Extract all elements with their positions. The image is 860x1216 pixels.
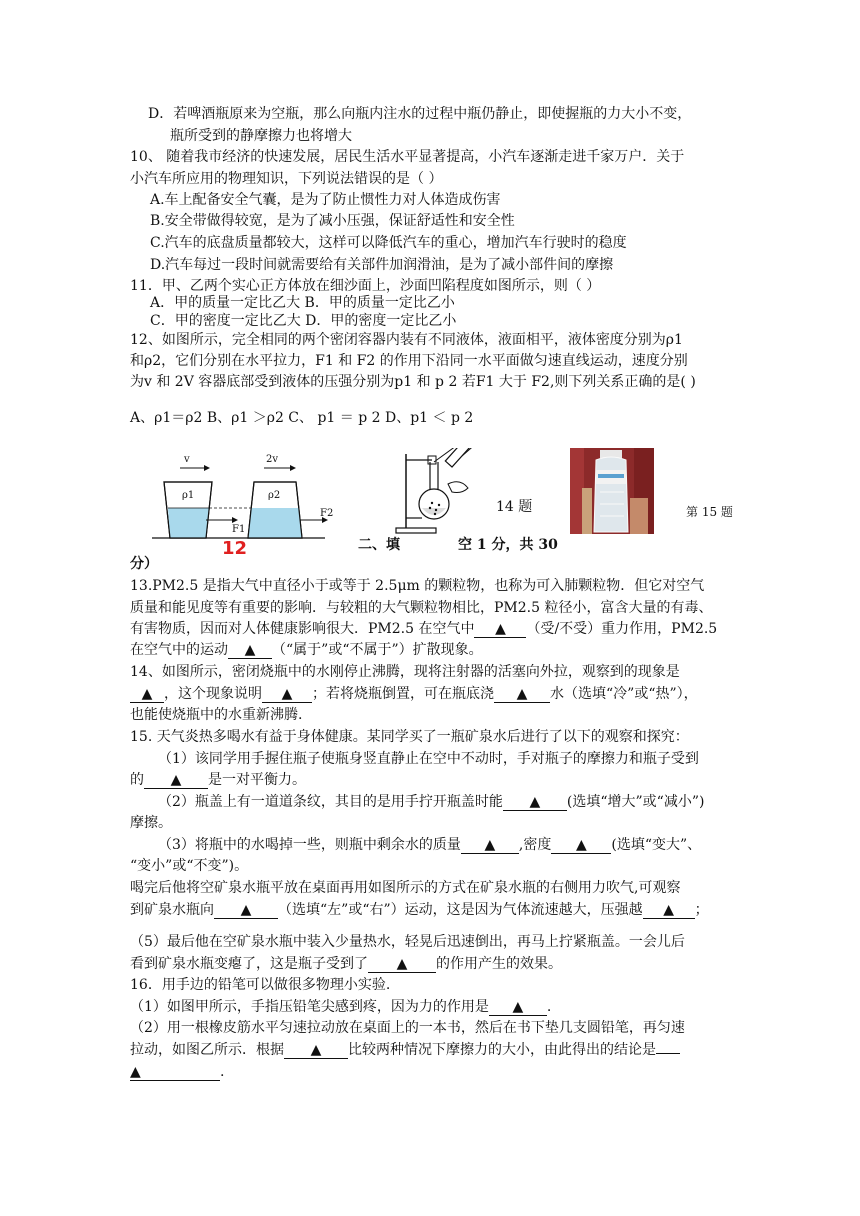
q15-blank-4[interactable]: ▲ bbox=[551, 837, 611, 854]
q14-blank-1[interactable]: ▲ bbox=[130, 686, 164, 703]
q16-blank-3-start[interactable] bbox=[656, 1053, 680, 1054]
q16-line4-a: 拉动，如图乙所示．根据 bbox=[130, 1042, 284, 1058]
q15-line3-b: 是一对平衡力。 bbox=[208, 772, 306, 788]
q14-blank-2[interactable]: ▲ bbox=[262, 686, 312, 703]
q13-line3-text: 有害物质，因而对人体健康影响很大．PM2.5 在空气中 bbox=[130, 621, 475, 637]
q10-option-c: C.汽车的底盘质量都较大，这样可以降低汽车的重心，增加汽车行驶时的稳度 bbox=[150, 235, 627, 251]
q10-option-b: B.安全带做得较宽，是为了减小压强，保证舒适性和安全性 bbox=[150, 213, 515, 229]
q12-label-2v: 2v bbox=[266, 454, 279, 465]
q15-blank-5[interactable]: ▲ bbox=[214, 902, 278, 919]
q12-containers-figure bbox=[150, 450, 340, 556]
q12-label-rho2: ρ2 bbox=[268, 490, 281, 501]
q13-line4-tail: （“属于”或“不属于”）扩散现象。 bbox=[272, 642, 483, 658]
q15-line8: 喝完后他将空矿泉水瓶平放在桌面再用如图所示的方式在矿泉水瓶的右侧用力吹气,可观察 bbox=[130, 880, 681, 896]
q16-blank-2[interactable]: ▲ bbox=[284, 1042, 348, 1059]
q15-line2: （1）该同学用手握住瓶子使瓶身竖直静止在空中不动时，手对瓶子的摩擦力和瓶子受到 bbox=[158, 751, 699, 767]
q15-blank-3[interactable]: ▲ bbox=[461, 837, 519, 854]
q12-stem-line3: 为v 和 2V 容器底部受到液体的压强分别为p1 和 p 2 若F1 大于 F2,则下列关系正确的是( ) bbox=[130, 374, 696, 390]
q15-line5: 摩擦。 bbox=[130, 815, 172, 831]
q13-line3 bbox=[130, 619, 717, 639]
q16-line2-b: . bbox=[546, 999, 552, 1015]
q13-line3-tail: （受/不受）重力作用，PM2.5 bbox=[526, 621, 718, 637]
q15-line3-a: 的 bbox=[130, 772, 144, 788]
q15-line4 bbox=[158, 792, 704, 812]
q16-line2 bbox=[130, 997, 551, 1017]
q15-line6-b: ,密度 bbox=[518, 837, 552, 853]
q10-option-a: A.车上配备安全气囊，是为了防止惯性力对人体造成伤害 bbox=[150, 192, 501, 208]
section2-heading-right: 空 1 分，共 30 bbox=[458, 537, 558, 553]
q13-line4-text: 在空气中的运动 bbox=[130, 642, 228, 658]
section2-heading-tail: 分） bbox=[130, 556, 158, 572]
q15-line9-b: （选填“左”或“右”）运动，这是因为气体流速越大，压强越 bbox=[278, 902, 643, 918]
q16-line5 bbox=[130, 1062, 224, 1082]
q10-stem-line2: 小汽车所应用的物理知识，下列说法错误的是（ ） bbox=[130, 171, 443, 187]
q14-line1: 14、如图所示，密闭烧瓶中的水刚停止沸腾，现将注射器的活塞向外拉，观察到的现象是 bbox=[130, 664, 680, 680]
q15-line9-c: ； bbox=[694, 902, 709, 918]
q15-bottle-photo bbox=[570, 448, 654, 534]
q14-blank-3[interactable]: ▲ bbox=[494, 686, 550, 703]
q15-line4-b: (选填“增大”或“减小”) bbox=[566, 794, 705, 810]
q16-line1: 16．用手边的铅笔可以做很多物理小实验. bbox=[130, 977, 391, 993]
q15-blank-7[interactable]: ▲ bbox=[368, 956, 436, 973]
q12-label-rho1: ρ1 bbox=[182, 490, 195, 501]
q16-blank-1[interactable]: ▲ bbox=[489, 999, 547, 1016]
q13-blank-2[interactable]: ▲ bbox=[228, 642, 272, 659]
q14-figure-label: 14 题 bbox=[496, 499, 533, 515]
q16-line2-a: （1）如图甲所示，手指压铅笔尖感到疼，因为力的作用是 bbox=[130, 999, 489, 1015]
q12-label-F1: F1 bbox=[232, 524, 246, 535]
q15-line11-a: 看到矿泉水瓶变瘪了，这是瓶子受到了 bbox=[130, 956, 368, 972]
q12-label-F2: F2 bbox=[320, 508, 334, 519]
q15-line6-c: (选填“变大”、 bbox=[611, 837, 702, 853]
q14-line2-c: ；若将烧瓶倒置，可在瓶底浇 bbox=[312, 686, 494, 702]
q13-blank-1[interactable]: ▲ bbox=[474, 621, 526, 638]
q16-line4-b: 比较两种情况下摩擦力的大小，由此得出的结论是 bbox=[348, 1042, 656, 1058]
q15-line10: （5）最后他在空矿泉水瓶中装入少量热水，轻晃后迅速倒出，再马上拧紧瓶盖。一会儿后 bbox=[130, 934, 685, 950]
q15-blank-6[interactable]: ▲ bbox=[643, 902, 695, 919]
q14-flask-figure bbox=[392, 448, 482, 536]
q13-line1: 13.PM2.5 是指大气中直径小于或等于 2.5μm 的颗粒物，也称为可入肺颗粒物．但它对空气 bbox=[130, 578, 705, 594]
q13-line4 bbox=[130, 640, 483, 660]
q15-line7: “变小”或“不变”)。 bbox=[130, 858, 249, 874]
q9-option-d-line1: D．若啤酒瓶原来为空瓶，那么向瓶内注水的过程中瓶仍静止，即使握瓶的力大小不变， bbox=[148, 106, 692, 122]
q11-options-cd: C．甲的密度一定比乙大 D．甲的密度一定比乙小 bbox=[150, 313, 457, 329]
q15-blank-2[interactable]: ▲ bbox=[503, 794, 567, 811]
section2-heading-left: 二、填 bbox=[358, 537, 400, 553]
q16-blank-3[interactable]: ▲ bbox=[130, 1064, 220, 1081]
q15-line6 bbox=[158, 835, 701, 855]
q11-options-ab: A．甲的质量一定比乙大 B．甲的质量一定比乙小 bbox=[150, 295, 455, 311]
q13-line2: 质量和能见度等有重要的影响．与较粗的大气颗粒物相比，PM2.5 粒径小，富含大量的有毒、 bbox=[130, 600, 713, 616]
q12-label-v: v bbox=[184, 454, 190, 465]
q15-line1: 15. 天气炎热多喝水有益于身体健康。某同学买了一瓶矿泉水后进行了以下的观察和探究： bbox=[130, 729, 689, 745]
q12-stem-line1: 12、如图所示，完全相同的两个密闭容器内装有不同液体，液面相平，液体密度分别为ρ1 bbox=[130, 332, 683, 348]
q16-line3: （2）用一根橡皮筋水平匀速拉动放在桌面上的一本书，然后在书下垫几支圆铅笔，再匀速 bbox=[130, 1020, 685, 1036]
q16-line5-b: . bbox=[220, 1064, 225, 1080]
q12-handwritten-number: 12 bbox=[222, 538, 248, 556]
q11-stem: 11．甲、乙两个实心正方体放在细沙面上，沙面凹陷程度如图所示，则（ ） bbox=[130, 278, 601, 294]
q15-line4-a: （2）瓶盖上有一道道条纹，其目的是用手拧开瓶盖时能 bbox=[158, 794, 503, 810]
q15-line6-a: （3）将瓶中的水喝掉一些，则瓶中剩余水的质量 bbox=[158, 837, 461, 853]
q9-option-d-line2: 瓶所受到的静摩擦力也将增大 bbox=[170, 128, 352, 144]
q15-line9-a: 到矿泉水瓶向 bbox=[130, 902, 214, 918]
q10-option-d: D.汽车每过一段时间就需要给有关部件加润滑油，是为了减小部件间的摩擦 bbox=[150, 257, 614, 273]
q10-stem-line1: 10、 随着我市经济的快速发展，居民生活水平显著提高，小汽车逐渐走进千家万户．关于 bbox=[130, 149, 685, 165]
q14-line2-d: 水（选填“冷”或“热”）， bbox=[550, 686, 698, 702]
q15-line11-b: 的作用产生的效果。 bbox=[436, 956, 562, 972]
q14-line3: 也能使烧瓶中的水重新沸腾. bbox=[130, 707, 303, 723]
q15-line9 bbox=[130, 900, 709, 920]
q15-line11 bbox=[130, 954, 562, 974]
q14-line2-b: ，这个现象说明 bbox=[164, 686, 262, 702]
q12-stem-line2: 和ρ2，它们分别在水平拉力，F1 和 F2 的作用下沿同一水平面做匀速直线运动，速度分别 bbox=[130, 353, 688, 369]
q16-line4 bbox=[130, 1040, 680, 1060]
q15-line3 bbox=[130, 770, 306, 790]
q15-figure-label: 第 15 题 bbox=[686, 505, 733, 519]
q12-options: A、ρ1＝ρ2 B、ρ1 ＞ρ2 C、 p1 ＝ p 2 D、p1 ＜ p 2 bbox=[130, 410, 474, 426]
q14-line2 bbox=[130, 684, 698, 704]
q15-blank-1[interactable]: ▲ bbox=[144, 772, 208, 789]
